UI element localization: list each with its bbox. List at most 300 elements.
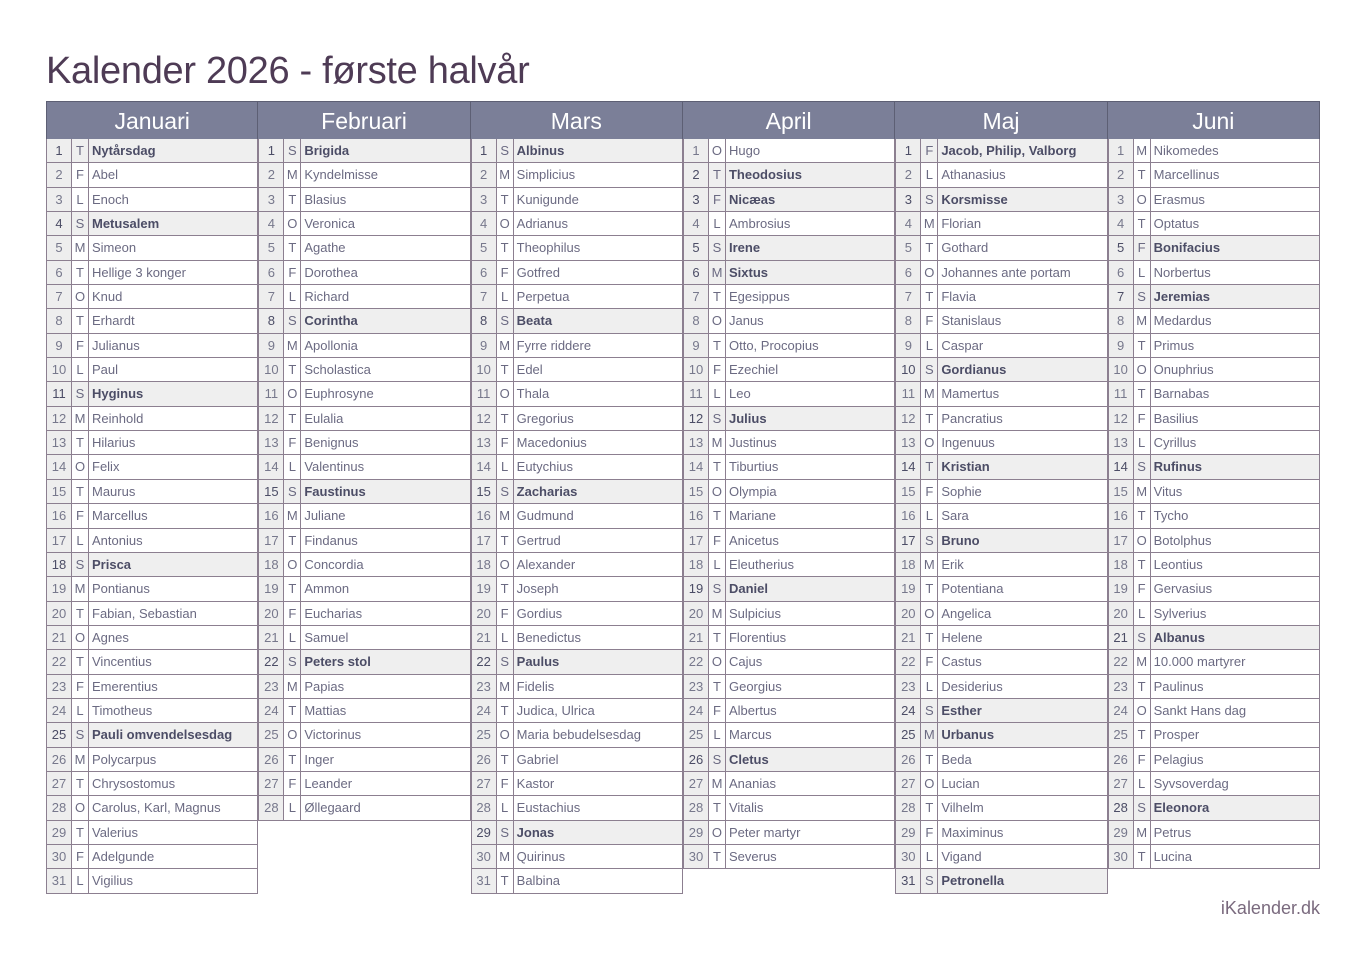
day-row — [46, 748, 258, 772]
day-number: 25 — [46, 723, 72, 746]
name-day: Sankt Hans dag — [1151, 699, 1320, 722]
day-number: 20 — [46, 602, 72, 625]
day-number: 18 — [258, 553, 284, 576]
day-number: 12 — [46, 407, 72, 430]
name-day: Justinus — [726, 431, 895, 454]
name-day: Hugo — [726, 139, 895, 162]
weekday-letter: T — [497, 529, 514, 552]
name-day: Tycho — [1151, 504, 1320, 527]
weekday-letter: S — [72, 382, 89, 405]
name-day: Leo — [726, 382, 895, 405]
weekday-letter: T — [709, 675, 726, 698]
month-header: Mars — [471, 101, 683, 139]
name-day: Paulinus — [1151, 675, 1320, 698]
weekday-letter: F — [284, 431, 301, 454]
day-number: 15 — [46, 480, 72, 503]
weekday-letter: O — [921, 772, 938, 795]
day-number: 9 — [471, 334, 497, 357]
weekday-letter: M — [72, 407, 89, 430]
day-number: 19 — [895, 577, 921, 600]
day-number: 6 — [258, 261, 284, 284]
page-title: Kalender 2026 - første halvår — [46, 50, 530, 92]
day-number: 29 — [895, 821, 921, 844]
name-day: Mamertus — [938, 382, 1107, 405]
weekday-letter: T — [709, 626, 726, 649]
day-number: 22 — [895, 650, 921, 673]
day-row — [683, 602, 895, 626]
name-day: Sara — [938, 504, 1107, 527]
weekday-letter: T — [497, 869, 514, 892]
weekday-letter: T — [497, 236, 514, 259]
weekday-letter: S — [497, 309, 514, 332]
name-day: Bonifacius — [1151, 236, 1320, 259]
day-number: 21 — [683, 626, 709, 649]
name-day: Angelica — [938, 602, 1107, 625]
day-number: 9 — [46, 334, 72, 357]
name-day: Helene — [938, 626, 1107, 649]
day-number: 23 — [683, 675, 709, 698]
weekday-letter: F — [921, 821, 938, 844]
day-number: 27 — [471, 772, 497, 795]
weekday-letter: S — [497, 139, 514, 162]
day-number: 22 — [46, 650, 72, 673]
name-day: Daniel — [726, 577, 895, 600]
day-row — [258, 723, 470, 747]
name-day: Kristian — [938, 455, 1107, 478]
weekday-letter: T — [72, 309, 89, 332]
name-day: Ingenuus — [938, 431, 1107, 454]
day-row — [258, 602, 470, 626]
weekday-letter: T — [497, 358, 514, 381]
day-number: 31 — [895, 869, 921, 892]
day-row — [683, 212, 895, 236]
day-number: 24 — [258, 699, 284, 722]
day-number: 19 — [258, 577, 284, 600]
day-number: 5 — [258, 236, 284, 259]
name-day: Pelagius — [1151, 748, 1320, 771]
name-day: Albinus — [514, 139, 683, 162]
weekday-letter: M — [1134, 309, 1151, 332]
name-day: Desiderius — [938, 675, 1107, 698]
weekday-letter: O — [72, 455, 89, 478]
day-row — [895, 529, 1107, 553]
day-row — [46, 577, 258, 601]
weekday-letter: F — [72, 334, 89, 357]
day-row — [1108, 431, 1320, 455]
day-number: 15 — [1108, 480, 1134, 503]
day-row — [471, 212, 683, 236]
day-row — [683, 455, 895, 479]
weekday-letter: T — [1134, 675, 1151, 698]
day-row — [258, 675, 470, 699]
name-day: Fidelis — [514, 675, 683, 698]
day-row — [46, 163, 258, 187]
day-row — [1108, 163, 1320, 187]
weekday-letter: T — [284, 577, 301, 600]
weekday-letter: O — [709, 821, 726, 844]
weekday-letter: F — [284, 261, 301, 284]
day-number: 13 — [1108, 431, 1134, 454]
weekday-letter: S — [709, 407, 726, 430]
day-row — [895, 431, 1107, 455]
name-day: Julius — [726, 407, 895, 430]
weekday-letter: O — [709, 309, 726, 332]
day-row — [258, 455, 470, 479]
day-number: 25 — [683, 723, 709, 746]
day-number: 9 — [1108, 334, 1134, 357]
day-number: 11 — [46, 382, 72, 405]
weekday-letter: M — [1134, 480, 1151, 503]
weekday-letter: T — [284, 236, 301, 259]
day-row — [471, 577, 683, 601]
day-row — [895, 163, 1107, 187]
day-row — [683, 772, 895, 796]
day-number: 18 — [895, 553, 921, 576]
day-row — [1108, 577, 1320, 601]
weekday-letter: L — [497, 285, 514, 308]
day-row — [46, 821, 258, 845]
weekday-letter: S — [921, 529, 938, 552]
day-row — [258, 407, 470, 431]
name-day: Theodosius — [726, 163, 895, 186]
name-day: Sixtus — [726, 261, 895, 284]
weekday-letter: O — [709, 650, 726, 673]
day-row — [471, 455, 683, 479]
day-row — [471, 261, 683, 285]
name-day: Benignus — [301, 431, 470, 454]
day-row — [258, 577, 470, 601]
name-day: Simplicius — [514, 163, 683, 186]
day-number: 11 — [471, 382, 497, 405]
weekday-letter: F — [709, 699, 726, 722]
name-day: Sylverius — [1151, 602, 1320, 625]
weekday-letter: F — [921, 139, 938, 162]
name-day: Brigida — [301, 139, 470, 162]
day-number: 1 — [46, 139, 72, 162]
month-column — [471, 101, 683, 894]
day-number: 28 — [895, 796, 921, 819]
day-row — [471, 723, 683, 747]
weekday-letter: T — [921, 796, 938, 819]
day-row — [471, 139, 683, 163]
name-day: Marcellinus — [1151, 163, 1320, 186]
day-number: 14 — [471, 455, 497, 478]
name-day: Peter martyr — [726, 821, 895, 844]
name-day: Vilhelm — [938, 796, 1107, 819]
name-day: Theophilus — [514, 236, 683, 259]
weekday-letter: F — [497, 602, 514, 625]
day-number: 30 — [471, 845, 497, 868]
weekday-letter: L — [72, 358, 89, 381]
day-number: 3 — [895, 188, 921, 211]
day-row — [1108, 212, 1320, 236]
day-row — [895, 845, 1107, 869]
day-number: 24 — [683, 699, 709, 722]
weekday-letter: F — [284, 772, 301, 795]
day-row — [258, 748, 470, 772]
name-day: Enoch — [89, 188, 258, 211]
day-row — [471, 285, 683, 309]
day-number: 30 — [46, 845, 72, 868]
day-number: 8 — [46, 309, 72, 332]
name-day: Johannes ante portam — [938, 261, 1107, 284]
day-row — [683, 748, 895, 772]
name-day: Erik — [938, 553, 1107, 576]
name-day: Bruno — [938, 529, 1107, 552]
weekday-letter: T — [1134, 845, 1151, 868]
weekday-letter: F — [921, 309, 938, 332]
day-row — [258, 553, 470, 577]
day-number: 25 — [258, 723, 284, 746]
day-number: 16 — [1108, 504, 1134, 527]
day-number: 19 — [471, 577, 497, 600]
day-row — [46, 309, 258, 333]
day-row — [471, 504, 683, 528]
weekday-letter: F — [72, 504, 89, 527]
weekday-letter: T — [1134, 163, 1151, 186]
day-row — [258, 212, 470, 236]
day-row — [471, 553, 683, 577]
name-day: Peters stol — [301, 650, 470, 673]
day-row — [1108, 480, 1320, 504]
name-day: Agnes — [89, 626, 258, 649]
weekday-letter: T — [72, 772, 89, 795]
day-number: 23 — [46, 675, 72, 698]
name-day: Ananias — [726, 772, 895, 795]
name-day: Ezechiel — [726, 358, 895, 381]
day-number: 4 — [471, 212, 497, 235]
day-number: 4 — [1108, 212, 1134, 235]
day-row — [895, 675, 1107, 699]
day-number: 17 — [1108, 529, 1134, 552]
weekday-letter: T — [72, 261, 89, 284]
day-row — [895, 553, 1107, 577]
weekday-letter: L — [72, 699, 89, 722]
weekday-letter: T — [72, 431, 89, 454]
month-header: Maj — [895, 101, 1107, 139]
name-day: Gabriel — [514, 748, 683, 771]
weekday-letter: S — [497, 650, 514, 673]
day-number: 6 — [895, 261, 921, 284]
day-number: 24 — [895, 699, 921, 722]
day-row — [46, 139, 258, 163]
name-day: Adelgunde — [89, 845, 258, 868]
day-row — [258, 431, 470, 455]
weekday-letter: F — [72, 845, 89, 868]
weekday-letter: L — [709, 723, 726, 746]
weekday-letter: T — [1134, 382, 1151, 405]
day-number: 28 — [46, 796, 72, 819]
day-row — [1108, 188, 1320, 212]
name-day: Albertus — [726, 699, 895, 722]
name-day: Joseph — [514, 577, 683, 600]
name-day: Eulalia — [301, 407, 470, 430]
day-row — [1108, 285, 1320, 309]
day-number: 14 — [1108, 455, 1134, 478]
weekday-letter: S — [921, 188, 938, 211]
weekday-letter: T — [72, 602, 89, 625]
name-day: Leontius — [1151, 553, 1320, 576]
day-row — [1108, 236, 1320, 260]
name-day: Apollonia — [301, 334, 470, 357]
day-row — [683, 699, 895, 723]
name-day: Basilius — [1151, 407, 1320, 430]
weekday-letter: T — [284, 358, 301, 381]
day-number: 24 — [471, 699, 497, 722]
day-number: 30 — [683, 845, 709, 868]
day-number: 27 — [895, 772, 921, 795]
weekday-letter: S — [284, 309, 301, 332]
name-day: Sulpicius — [726, 602, 895, 625]
day-number: 10 — [683, 358, 709, 381]
day-row — [1108, 382, 1320, 406]
name-day: Kunigunde — [514, 188, 683, 211]
name-day: Eustachius — [514, 796, 683, 819]
weekday-letter: F — [709, 529, 726, 552]
weekday-letter: M — [497, 675, 514, 698]
day-number: 25 — [895, 723, 921, 746]
day-row — [1108, 407, 1320, 431]
weekday-letter: M — [497, 504, 514, 527]
name-day: Gordius — [514, 602, 683, 625]
day-number: 14 — [895, 455, 921, 478]
day-row — [1108, 650, 1320, 674]
day-row — [1108, 504, 1320, 528]
day-row — [258, 699, 470, 723]
day-row — [1108, 455, 1320, 479]
name-day: Pauli omvendelsesdag — [89, 723, 258, 746]
name-day: Fabian, Sebastian — [89, 602, 258, 625]
day-row — [1108, 748, 1320, 772]
name-day: Carolus, Karl, Magnus — [89, 796, 258, 819]
day-number: 20 — [683, 602, 709, 625]
name-day: Beda — [938, 748, 1107, 771]
name-day: Albanus — [1151, 626, 1320, 649]
day-row — [471, 407, 683, 431]
day-row — [471, 382, 683, 406]
name-day: Gotfred — [514, 261, 683, 284]
day-row — [895, 626, 1107, 650]
day-row — [895, 577, 1107, 601]
name-day: Cyrillus — [1151, 431, 1320, 454]
weekday-letter: O — [1134, 188, 1151, 211]
weekday-letter: O — [284, 212, 301, 235]
name-day: Nicæas — [726, 188, 895, 211]
name-day: Timotheus — [89, 699, 258, 722]
day-row — [895, 796, 1107, 820]
weekday-letter: F — [72, 675, 89, 698]
day-number: 3 — [683, 188, 709, 211]
weekday-letter: M — [921, 553, 938, 576]
name-day: Paulus — [514, 650, 683, 673]
weekday-letter: T — [921, 748, 938, 771]
day-row — [683, 529, 895, 553]
name-day: Eleutherius — [726, 553, 895, 576]
day-row — [895, 358, 1107, 382]
name-day: Gertrud — [514, 529, 683, 552]
calendar-grid — [46, 101, 1320, 894]
name-day: Antonius — [89, 529, 258, 552]
day-row — [1108, 821, 1320, 845]
month-column — [46, 101, 258, 894]
name-day: Severus — [726, 845, 895, 868]
weekday-letter: L — [1134, 261, 1151, 284]
day-number: 10 — [258, 358, 284, 381]
day-number: 17 — [46, 529, 72, 552]
weekday-letter: F — [497, 261, 514, 284]
name-day: Eucharias — [301, 602, 470, 625]
name-day: Syvsoverdag — [1151, 772, 1320, 795]
day-row — [471, 650, 683, 674]
day-number: 7 — [895, 285, 921, 308]
weekday-letter: O — [921, 602, 938, 625]
day-number: 3 — [258, 188, 284, 211]
day-number: 21 — [258, 626, 284, 649]
weekday-letter: L — [709, 212, 726, 235]
day-row — [258, 236, 470, 260]
name-day: Adrianus — [514, 212, 683, 235]
name-day: Botolphus — [1151, 529, 1320, 552]
day-row — [46, 845, 258, 869]
day-row — [895, 748, 1107, 772]
weekday-letter: F — [284, 602, 301, 625]
day-number: 28 — [1108, 796, 1134, 819]
day-number: 29 — [1108, 821, 1134, 844]
day-row — [46, 650, 258, 674]
weekday-letter: L — [72, 869, 89, 892]
name-day: Cajus — [726, 650, 895, 673]
day-number: 13 — [895, 431, 921, 454]
day-number: 10 — [1108, 358, 1134, 381]
name-day: Korsmisse — [938, 188, 1107, 211]
name-day: Samuel — [301, 626, 470, 649]
day-row — [1108, 675, 1320, 699]
day-row — [1108, 772, 1320, 796]
day-number: 8 — [683, 309, 709, 332]
day-number: 8 — [471, 309, 497, 332]
day-row — [46, 261, 258, 285]
name-day: Maria bebudelsesdag — [514, 723, 683, 746]
name-day: Nikomedes — [1151, 139, 1320, 162]
day-row — [46, 455, 258, 479]
name-day: Cletus — [726, 748, 895, 771]
day-number: 25 — [471, 723, 497, 746]
name-day: Emerentius — [89, 675, 258, 698]
day-row — [683, 139, 895, 163]
day-row — [46, 869, 258, 893]
day-number: 2 — [258, 163, 284, 186]
day-number: 20 — [258, 602, 284, 625]
day-number: 18 — [1108, 553, 1134, 576]
weekday-letter: L — [1134, 431, 1151, 454]
day-row — [1108, 796, 1320, 820]
day-number: 22 — [1108, 650, 1134, 673]
day-row — [683, 163, 895, 187]
weekday-letter: T — [921, 455, 938, 478]
day-row — [895, 455, 1107, 479]
day-row — [46, 504, 258, 528]
name-day: Vitus — [1151, 480, 1320, 503]
weekday-letter: T — [1134, 553, 1151, 576]
name-day: Vigand — [938, 845, 1107, 868]
name-day: Tiburtius — [726, 455, 895, 478]
weekday-letter: T — [921, 577, 938, 600]
day-row — [1108, 261, 1320, 285]
name-day: Kastor — [514, 772, 683, 795]
name-day: Benedictus — [514, 626, 683, 649]
weekday-letter: T — [709, 334, 726, 357]
day-row — [683, 407, 895, 431]
